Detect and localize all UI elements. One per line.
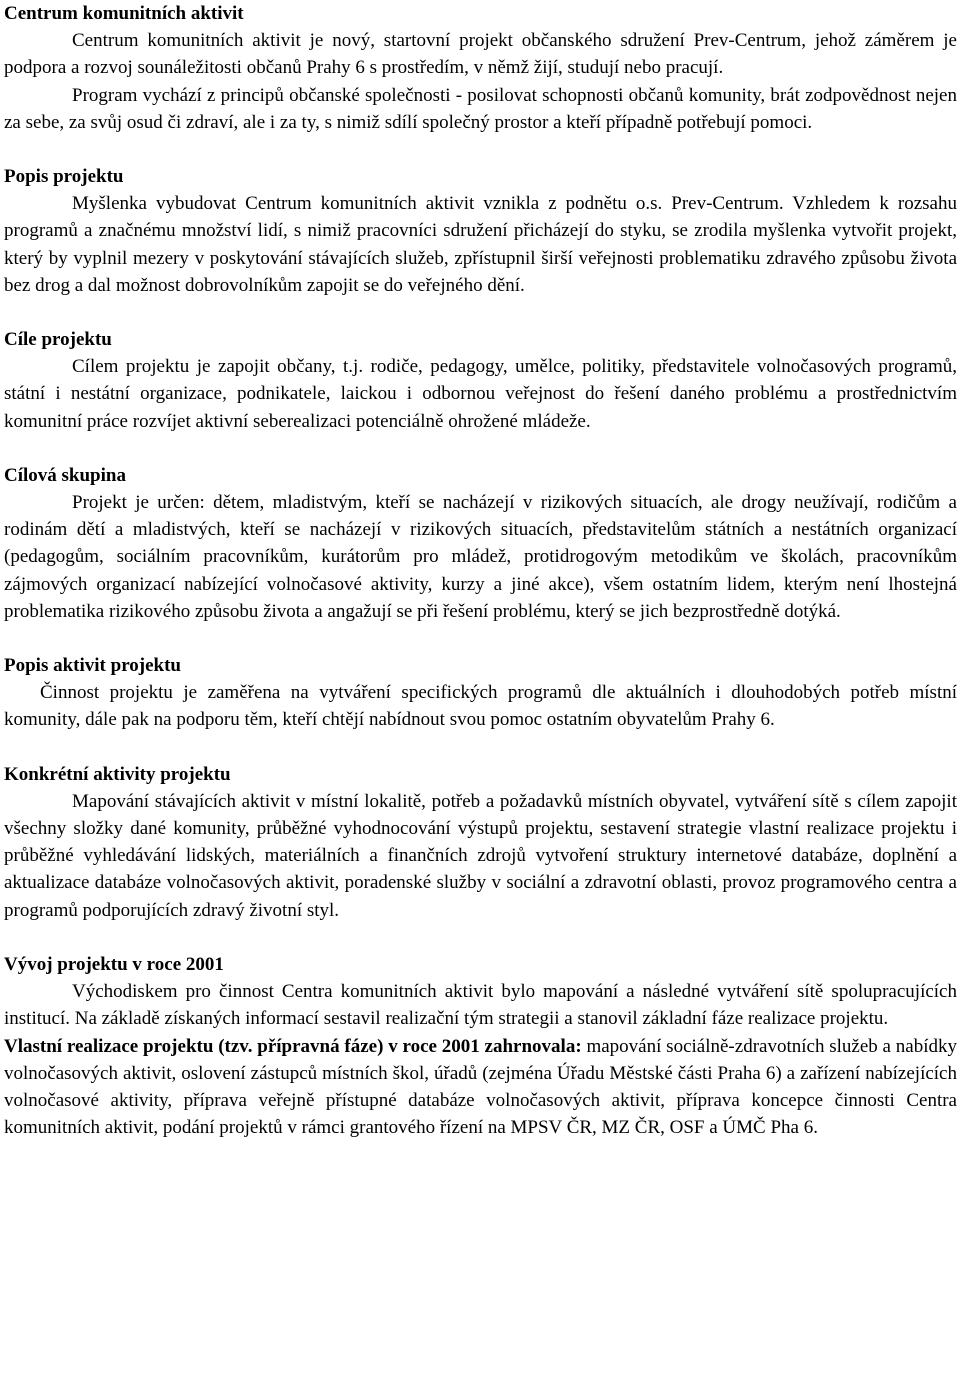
vlastni-realizace-lead: Vlastní realizace projektu (tzv. přípravná fáze) v roce 2001 zahrnovala: <box>4 1035 582 1057</box>
paragraph-cile-projektu: Cílem projektu je zapojit občany, t.j. rodiče, pedagogy, umělce, politiky, představitele volnočasových programů, státní i nestátní organizace, podnikatele, laickou i odbornou veřejnost do řešení daného problému a prostřednictvím komunitní práce rozvíjet aktivní seberealizaci potenciálně ohrožené mládeže. <box>4 356 957 432</box>
section-heading-cilova-skupina: Cílová skupina <box>4 464 126 486</box>
section-heading-konkretni-aktivity: Konkrétní aktivity projektu <box>4 763 231 785</box>
section-heading-vyvoj-2001: Vývoj projektu v roce 2001 <box>4 953 224 975</box>
paragraph-popis-projektu: Myšlenka vybudovat Centrum komunitních aktivit vznikla z podnětu o.s. Prev-Centrum. Vzhledem k rozsahu programů a značnému množství lidí, s nimiž pracovníci sdružení přicházejí do styku, se zrodila myšlenka vytvořit projekt, který by vyplnil mezery v poskytování stávajících služeb, zpřístupnil širší veřejnosti problematiku zdravého způsobu života bez drog a dal možnost dobrovolníkům zapojit se do veřejného dění. <box>4 193 957 296</box>
section-heading-cile-projektu: Cíle projektu <box>4 329 112 351</box>
paragraph-popis-aktivit: Činnost projektu je zaměřena na vytváření specifických programů dle aktuálních i dlouhodobých potřeb místní komunity, dále pak na podporu těm, kteří chtějí nabídnout svou pomoc ostatním obyvatelům Prahy 6. <box>4 682 957 731</box>
paragraph-konkretni-aktivity: Mapování stávajících aktivit v místní lokalitě, potřeb a požadavků místních obyvatel, vytváření sítě s cílem zapojit všechny složky dané komunity, průběžné vyhodnocování výstupů projektu, sestavení strategie vlastní realizace projektu i průběžné vyhledávání lidských, materiálních a finančních zdrojů vytvoření struktury internetové databáze, doplnění a aktualizace databáze volnočasových aktivit, poradenské služby v sociální a zdravotní oblasti, provoz programového centra a programů podporujících zdravý životní styl. <box>4 790 957 921</box>
paragraph-cilova-skupina: Projekt je určen: dětem, mladistvým, kteří se nacházejí v rizikových situacích, ale drogy neužívají, rodičům a rodinám dětí a mladistvých, kteří se nacházejí v rizikových situacích, představitelům státních a nestátních organizací (pedagogům, sociálním pracovníkům, kurátorům pro mládež, protidrogovým metodikům ve školách, pracovníkům zájmových organizací nabízející volnočasové aktivity, kurzy a jiné akce), všem ostatním lidem, kterým není lhostejná problematika rizikového způsobu života a angažují se při řešení problému, který se jich bezprostředně dotýká. <box>4 492 957 622</box>
paragraph-intro: Centrum komunitních aktivit je nový, startovní projekt občanského sdružení Prev-Centrum, jehož záměrem je podpora a rozvoj sounáležitosti občanů Prahy 6 s prostředím, v němž žijí, studují nebo pracují. <box>4 30 957 79</box>
paragraph-vyvoj-2001: Východiskem pro činnost Centra komunitních aktivit bylo mapování a následné vytváření sítě spolupracujících institucí. Na základě získaných informací sestavil realizační tým strategii a stanovil základní fáze realizace projektu. <box>4 981 957 1030</box>
paragraph-program: Program vychází z principů občanské společnosti - posilovat schopnosti občanů komunity, brát zodpovědnost nejen za sebe, za svůj osud či zdraví, ale i za ty, s nimiž sdílí společný prostor a kteří případně potřebují pomoci. <box>4 84 957 133</box>
section-heading-centrum: Centrum komunitních aktivit <box>4 3 244 24</box>
paragraph-vlastni-realizace <box>4 1033 957 1142</box>
section-heading-popis-aktivit: Popis aktivit projektu <box>4 655 182 677</box>
section-heading-popis-projektu: Popis projektu <box>4 166 124 188</box>
vlastni-realizace-text: mapování sociálně-zdravotních služeb a nabídky volnočasových aktivit, oslovení zástupců místních škol, úřadů (zejména Úřadu Městské části Praha 6) a zařízení nabízejících volnočasové aktivity, příprava veřejně přístupné databáze volnočasových aktivit, příprava koncepce činnosti Centra komunitních aktivit, podání projektů v rámci grantového řízení na MPSV ČR, MZ ČR, OSF a ÚMČ Pha 6. <box>4 1035 957 1139</box>
